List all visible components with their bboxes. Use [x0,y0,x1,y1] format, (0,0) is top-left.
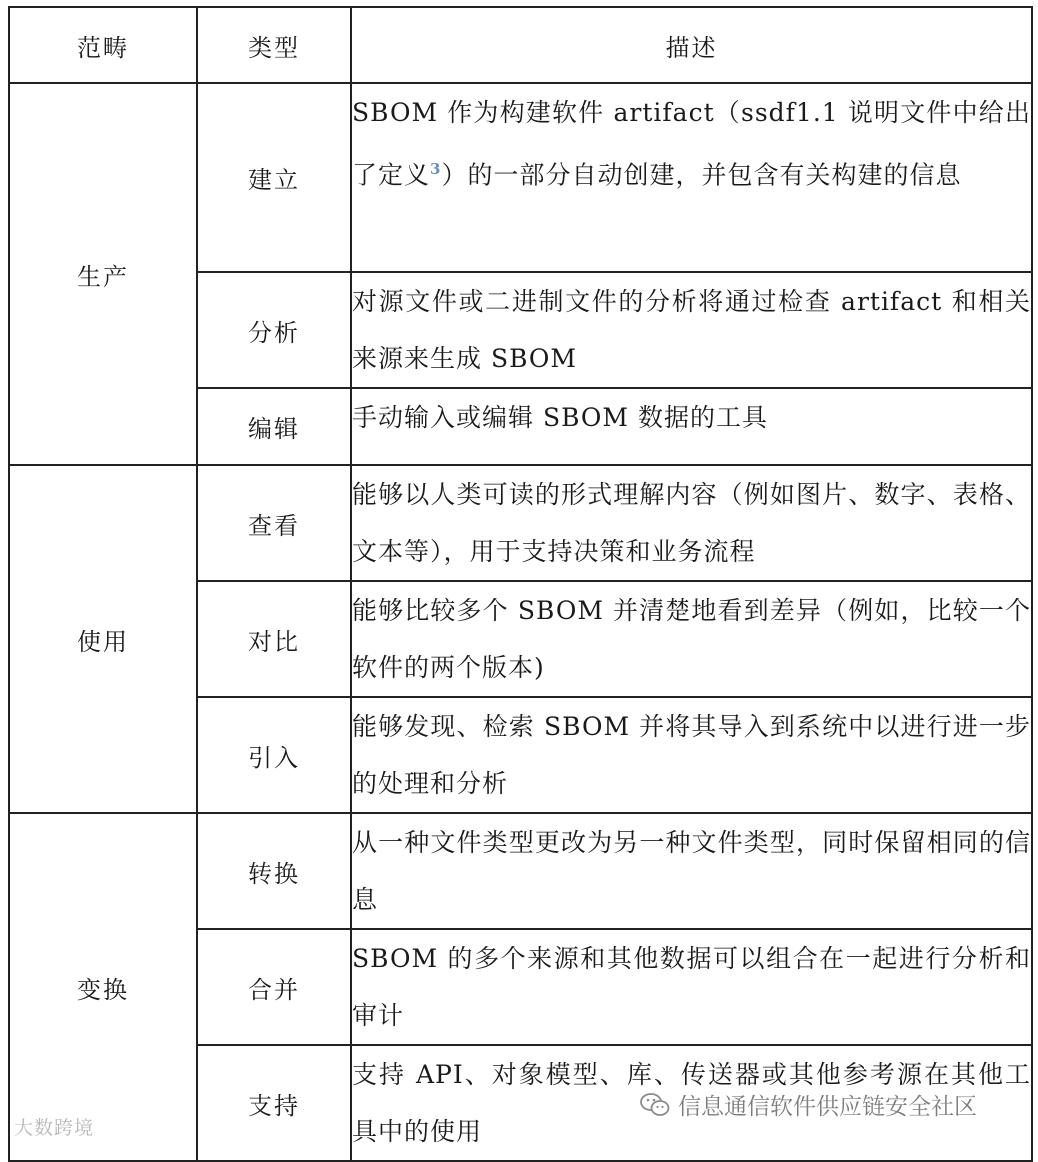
category-cell: 生产 [9,83,197,465]
category-cell: 变换 [9,813,197,1161]
description-text: ）的一部分自动创建，并包含有关构建的信息 [441,160,962,190]
description-cell: 能够比较多个 SBOM 并清楚地看到差异（例如，比较一个软件的两个版本) [351,581,1032,697]
watermark-right [640,1088,977,1121]
description-text: SBOM 作为构建软件 artifact（ssdf1.1 说明文件中给出了定义 [352,98,1031,190]
type-cell: 编辑 [197,388,351,465]
description-cell [351,83,1032,272]
type-cell: 转换 [197,813,351,929]
description-cell: 支持 API、对象模型、库、传送器或其他参考源在其他工具中的使用 [351,1045,1032,1161]
type-cell: 查看 [197,465,351,581]
table-row [9,813,1032,929]
category-cell: 使用 [9,465,197,813]
type-cell: 合并 [197,929,351,1045]
description-cell: 能够发现、检索 SBOM 并将其导入到系统中以进行进一步的处理和分析 [351,697,1032,813]
table-row [9,83,1032,272]
footnote-ref[interactable]: 3 [430,160,442,178]
description-cell: SBOM 的多个来源和其他数据可以组合在一起进行分析和审计 [351,929,1032,1045]
header-type: 类型 [197,7,351,83]
description-cell: 从一种文件类型更改为另一种文件类型，同时保留相同的信息 [351,813,1032,929]
sbom-capability-table [8,6,1033,1162]
type-cell: 建立 [197,83,351,272]
header-category: 范畴 [9,7,197,83]
watermark-right-text: 信息通信软件供应链安全社区 [678,1094,977,1120]
watermark-left: 大数跨境 [14,1117,95,1139]
description-cell: 对源文件或二进制文件的分析将通过检查 artifact 和相关来源来生成 SBOM [351,272,1032,388]
type-cell: 对比 [197,581,351,697]
table-header-row [9,7,1032,83]
description-cell: 能够以人类可读的形式理解内容（例如图片、数字、表格、文本等），用于支持决策和业务流程 [351,465,1032,581]
type-cell: 引入 [197,697,351,813]
wechat-icon [640,1092,670,1118]
type-cell: 分析 [197,272,351,388]
description-cell: 手动输入或编辑 SBOM 数据的工具 [351,388,1032,465]
type-cell: 支持 [197,1045,351,1161]
header-description: 描述 [351,7,1032,83]
table-row [9,465,1032,581]
